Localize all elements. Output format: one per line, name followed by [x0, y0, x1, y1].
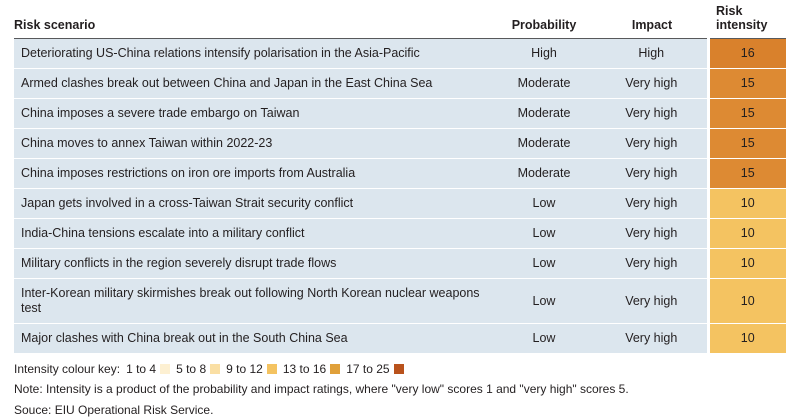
column-header-risk-intensity-line2: intensity — [716, 18, 768, 32]
cell-scenario: Armed clashes break out between China and Japan in the East China Sea — [14, 69, 492, 99]
cell-impact: Very high — [596, 159, 708, 189]
column-header-scenario: Risk scenario — [14, 0, 492, 39]
legend-swatch-icon — [394, 364, 404, 374]
legend-item — [283, 362, 340, 376]
table-row — [14, 324, 786, 354]
table-row — [14, 39, 786, 69]
cell-probability: Low — [492, 279, 596, 324]
table-row — [14, 69, 786, 99]
cell-risk-intensity: 15 — [708, 159, 786, 189]
legend-swatch-icon — [210, 364, 220, 374]
cell-impact: Very high — [596, 189, 708, 219]
table-body — [14, 39, 786, 354]
cell-risk-intensity: 10 — [708, 249, 786, 279]
cell-probability: Low — [492, 249, 596, 279]
cell-impact: Very high — [596, 279, 708, 324]
cell-risk-intensity: 10 — [708, 324, 786, 354]
column-header-risk-intensity-line1: Risk — [716, 4, 743, 18]
legend-items — [126, 362, 410, 376]
cell-impact: Very high — [596, 249, 708, 279]
table-header — [14, 0, 786, 39]
risk-scenarios-table — [14, 0, 786, 353]
cell-impact: Very high — [596, 324, 708, 354]
cell-risk-intensity: 15 — [708, 129, 786, 159]
table-row — [14, 129, 786, 159]
column-header-risk-intensity — [708, 0, 786, 39]
cell-probability: High — [492, 39, 596, 69]
cell-impact: Very high — [596, 99, 708, 129]
table-note: Note: Intensity is a product of the probability and impact ratings, where "very low" scores 1 and "very high" scores 5. — [14, 382, 629, 396]
table-row — [14, 279, 786, 324]
cell-scenario: Military conflicts in the region severely disrupt trade flows — [14, 249, 492, 279]
legend-item-range: 13 to 16 — [282, 362, 327, 376]
cell-impact: Very high — [596, 69, 708, 99]
legend-item-range: 17 to 25 — [346, 362, 390, 376]
legend-swatch-icon — [330, 364, 340, 374]
cell-probability: Moderate — [492, 99, 596, 129]
table-row — [14, 159, 786, 189]
cell-impact: High — [596, 39, 708, 69]
cell-scenario: Deteriorating US-China relations intensify polarisation in the Asia-Pacific — [14, 39, 492, 69]
cell-risk-intensity: 10 — [708, 279, 786, 324]
cell-probability: Moderate — [492, 69, 596, 99]
column-header-impact: Impact — [596, 0, 708, 39]
cell-scenario: Major clashes with China break out in the South China Sea — [14, 324, 492, 354]
table-row — [14, 249, 786, 279]
legend-item — [126, 362, 170, 376]
cell-risk-intensity: 10 — [708, 189, 786, 219]
legend-swatch-icon — [267, 364, 277, 374]
intensity-colour-key — [14, 362, 786, 376]
cell-impact: Very high — [596, 219, 708, 249]
table-row — [14, 189, 786, 219]
cell-probability: Low — [492, 324, 596, 354]
legend-item-range: 9 to 12 — [226, 362, 263, 376]
table-row — [14, 99, 786, 129]
cell-scenario: Inter-Korean military skirmishes break out following North Korean nuclear weapons test — [14, 279, 492, 324]
cell-probability: Moderate — [492, 159, 596, 189]
table-source: Souce: EIU Operational Risk Service. — [14, 403, 214, 417]
cell-probability: Low — [492, 189, 596, 219]
legend-item-range: 1 to 4 — [126, 362, 157, 376]
cell-scenario: China imposes restrictions on iron ore imports from Australia — [14, 159, 492, 189]
legend-item-range: 5 to 8 — [176, 362, 207, 376]
cell-impact: Very high — [596, 129, 708, 159]
table-header-row — [14, 0, 786, 39]
cell-scenario: Japan gets involved in a cross-Taiwan Strait security conflict — [14, 189, 492, 219]
cell-risk-intensity: 16 — [708, 39, 786, 69]
legend-item — [346, 362, 403, 376]
legend-label: Intensity colour key: — [14, 362, 121, 376]
legend-swatch-icon — [160, 364, 170, 374]
cell-risk-intensity: 15 — [708, 69, 786, 99]
legend-item — [176, 362, 220, 376]
legend-item — [226, 362, 277, 376]
cell-scenario: India-China tensions escalate into a military conflict — [14, 219, 492, 249]
cell-probability: Low — [492, 219, 596, 249]
table-row — [14, 219, 786, 249]
cell-risk-intensity: 10 — [708, 219, 786, 249]
cell-scenario: China moves to annex Taiwan within 2022-23 — [14, 129, 492, 159]
cell-scenario: China imposes a severe trade embargo on Taiwan — [14, 99, 492, 129]
cell-risk-intensity: 15 — [708, 99, 786, 129]
column-header-probability: Probability — [492, 0, 596, 39]
cell-probability: Moderate — [492, 129, 596, 159]
